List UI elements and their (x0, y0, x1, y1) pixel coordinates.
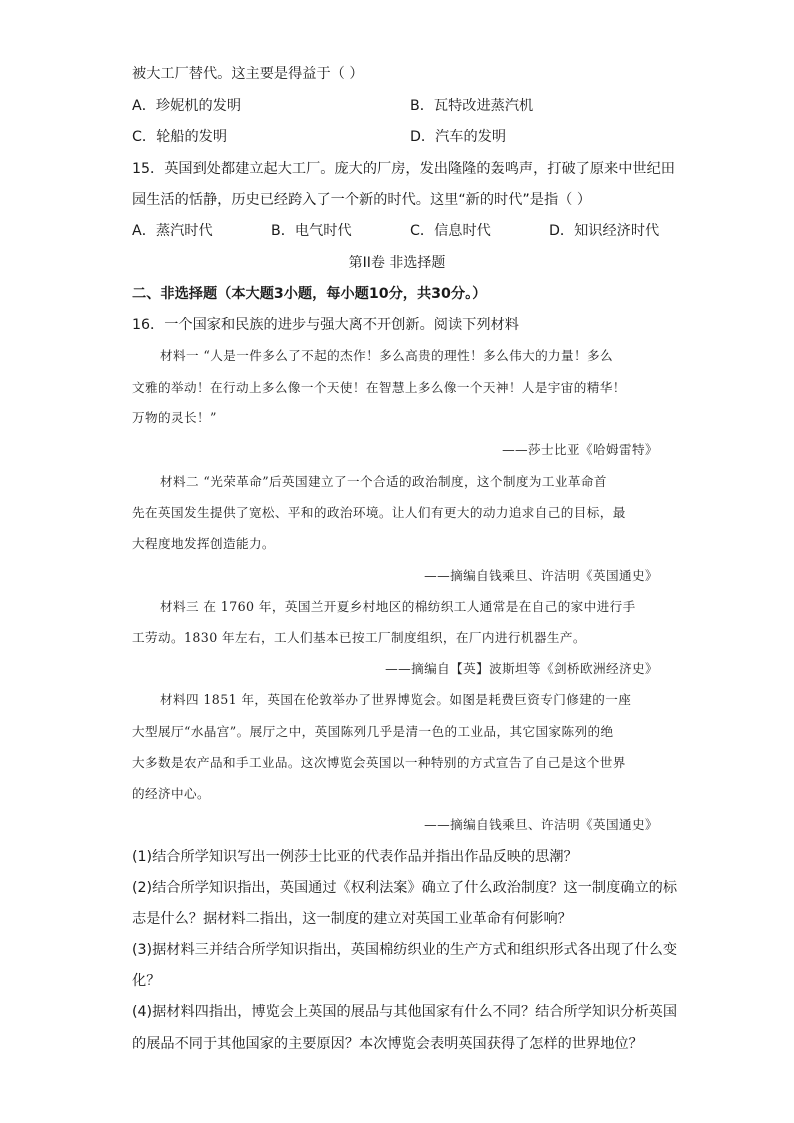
q14-option-b: B．瓦特改进蒸汽机 (410, 98, 534, 114)
material-3-source: ——摘编自【英】波斯坦等《剑桥欧洲经济史》 (385, 661, 658, 676)
material-2-line-1: 材料二 “光荣革命”后英国建立了一个合适的政治制度，这个制度为工业革命首 (160, 474, 607, 489)
q16-sub-question-4-line-1: (4)据材料四指出，博览会上英国的展品与其他国家有什么不同？结合所学知识分析英国 (132, 1004, 678, 1020)
q15-option-d: D．知识经济时代 (549, 223, 660, 239)
q15-option-b: B．电气时代 (271, 223, 352, 239)
q16-sub-question-4-line-2: 的展品不同于其他国家的主要原因？本次博览会表明英国获得了怎样的世界地位？ (132, 1036, 643, 1052)
material-1-source: ——莎士比亚《哈姆雷特》 (502, 442, 658, 457)
q16-sub-question-1: (1)结合所学知识写出一例莎士比亚的代表作品并指出作品反映的思潮？ (132, 849, 578, 865)
q15-option-a: A．蒸汽时代 (132, 223, 213, 239)
material-4-line-3: 大多数是农产品和手工业品。这次博览会英国以一种特别的方式宣告了自己是这个世界 (132, 755, 626, 770)
q14-option-c: C．轮船的发明 (132, 129, 228, 145)
material-4-line-2: 大型展厅“水晶宫”。展厅之中，英国陈列几乎是清一色的工业品，其它国家陈列的绝 (132, 724, 614, 739)
material-2-line-3: 大程度地发挥创造能力。 (132, 536, 275, 551)
material-1-line-2: 文雅的举动！在行动上多么像一个天使！在智慧上多么像一个天神！人是宇宙的精华！ (132, 380, 626, 395)
material-4-line-1: 材料四 1851 年，英国在伦敦举办了世界博览会。如图是耗费巨资专门修建的一座 (160, 692, 632, 707)
material-2-source: ——摘编自钱乘旦、许洁明《英国通史》 (424, 568, 658, 583)
q15-option-c: C．信息时代 (410, 223, 491, 239)
q14-stem-continued: 被大工厂替代。这主要是得益于（ ） (132, 66, 364, 82)
q15-stem-line-2: 园生活的恬静，历史已经跨入了一个新的时代。这里“新的时代”是指（ ） (132, 192, 592, 208)
material-3-line-2: 工劳动。1830 年左右，工人们基本已按工厂制度组织，在厂内进行机器生产。 (132, 630, 586, 645)
material-4-source: ——摘编自钱乘旦、许洁明《英国通史》 (424, 817, 658, 832)
material-1-line-3: 万物的灵长！” (132, 410, 217, 425)
q16-sub-question-2-line-2: 志是什么？据材料二指出，这一制度的建立对英国工业革命有何影响？ (132, 911, 572, 927)
q14-option-d: D．汽车的发明 (410, 129, 507, 145)
material-2-line-2: 先在英国发生提供了宽松、平和的政治环境。让人们有更大的动力追求自己的目标，最 (132, 505, 626, 520)
q16-sub-question-3-line-2: 化？ (132, 973, 161, 989)
material-4-line-4: 的经济中心。 (132, 786, 210, 801)
material-1-line-1: 材料一 “人是一件多么了不起的杰作！多么高贵的理性！多么伟大的力量！多么 (160, 348, 614, 363)
q16-sub-question-2-line-1: (2)结合所学知识指出，英国通过《权利法案》确立了什么政治制度？这一制度确立的标 (132, 880, 678, 896)
volume-2-title: 第II卷 非选择题 (348, 255, 446, 271)
section-2-heading: 二、非选择题（本大题3小题，每小题10分，共30分。） (132, 286, 487, 302)
q14-option-a: A．珍妮机的发明 (132, 98, 242, 114)
q16-stem: 16．一个国家和民族的进步与强大离不开创新。阅读下列材料 (132, 317, 519, 333)
q16-sub-question-3-line-1: (3)据材料三并结合所学知识指出，英国棉纺织业的生产方式和组织形式各出现了什么变 (132, 942, 678, 958)
q15-stem-line-1: 15．英国到处都建立起大工厂。庞大的厂房，发出隆隆的轰鸣声，打破了原来中世纪田 (132, 161, 675, 177)
material-3-line-1: 材料三 在 1760 年，英国兰开夏乡村地区的棉纺织工人通常是在自己的家中进行手 (160, 599, 636, 614)
